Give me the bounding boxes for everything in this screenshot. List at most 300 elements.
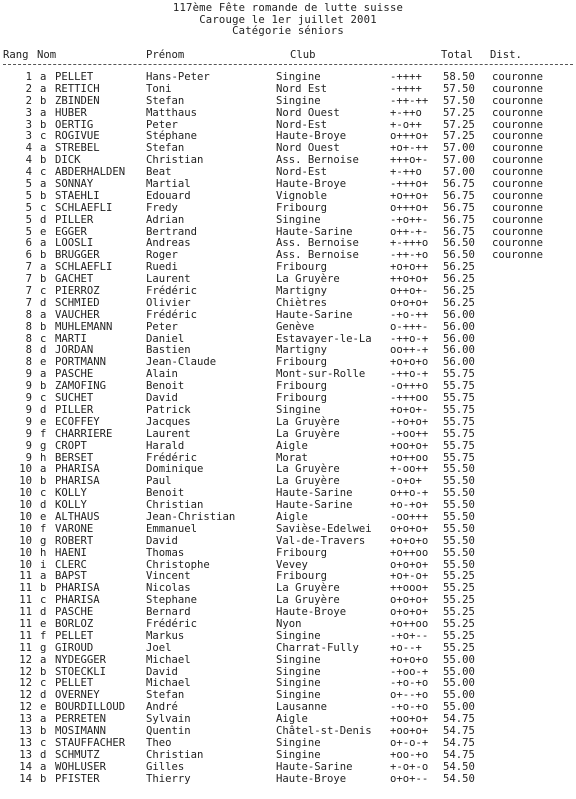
- table-row: [0, 215, 576, 227]
- cell-nom: JORDAN: [55, 344, 94, 357]
- cell-grp: e: [40, 701, 47, 714]
- cell-club: Haute-Sarine: [276, 487, 353, 500]
- cell-grp: h: [40, 451, 47, 464]
- cell-pts: -+o-+o: [390, 677, 429, 690]
- cell-rank: 10: [19, 534, 32, 547]
- cell-total: 56.75: [443, 189, 475, 202]
- cell-total: 56.75: [443, 201, 475, 214]
- cell-rank: 9: [25, 403, 32, 416]
- cell-total: 57.00: [443, 142, 475, 155]
- cell-prenom: Edouard: [146, 189, 191, 202]
- cell-nom: KOLLY: [55, 487, 87, 500]
- cell-pts: +o++oo: [390, 617, 429, 630]
- cell-rank: 5: [25, 213, 32, 226]
- cell-dist: couronne: [492, 166, 544, 179]
- cell-prenom: Stefan: [146, 94, 185, 107]
- cell-club: Fribourg: [276, 392, 328, 405]
- cell-rank: 9: [25, 392, 32, 405]
- cell-grp: b: [40, 118, 47, 131]
- cell-pts: +o+o++: [390, 261, 429, 274]
- col-dist: Dist.: [490, 49, 522, 61]
- cell-club: Martigny: [276, 285, 328, 298]
- cell-rank: 4: [25, 166, 32, 179]
- cell-rank: 12: [19, 677, 32, 690]
- cell-prenom: Frédéric: [146, 308, 198, 321]
- cell-nom: PERRETEN: [55, 713, 107, 726]
- cell-prenom: Emmanuel: [146, 522, 198, 535]
- cell-nom: PHARISA: [55, 582, 100, 595]
- cell-grp: b: [40, 273, 47, 286]
- cell-nom: RETTICH: [55, 82, 100, 95]
- cell-pts: -++o-+: [390, 332, 429, 345]
- cell-grp: c: [40, 736, 47, 749]
- cell-pts: +oo+o+: [390, 439, 429, 452]
- cell-prenom: Christophe: [146, 558, 210, 571]
- cell-rank: 3: [25, 118, 32, 131]
- cell-grp: b: [40, 475, 47, 488]
- cell-total: 57.25: [443, 118, 475, 131]
- cell-rank: 9: [25, 427, 32, 440]
- cell-total: 58.50: [443, 71, 475, 83]
- cell-dist: couronne: [492, 213, 544, 226]
- table-row: [0, 417, 576, 429]
- cell-prenom: Ruedi: [146, 261, 178, 274]
- cell-grp: c: [40, 677, 47, 690]
- cell-dist: couronne: [492, 201, 544, 214]
- cell-nom: OERTIG: [55, 118, 94, 131]
- cell-grp: c: [40, 285, 47, 298]
- cell-pts: o++o+-: [390, 285, 429, 298]
- cell-nom: HAENI: [55, 546, 87, 559]
- cell-club: Singine: [276, 653, 321, 666]
- table-row: [0, 762, 576, 774]
- cell-rank: 10: [19, 558, 32, 571]
- col-total: Total: [441, 49, 473, 61]
- cell-total: 55.00: [443, 701, 475, 714]
- cell-grp: c: [40, 201, 47, 214]
- cell-dist: couronne: [492, 178, 544, 191]
- cell-total: 55.50: [443, 534, 475, 547]
- cell-rank: 12: [19, 665, 32, 678]
- cell-club: Morat: [276, 451, 308, 464]
- cell-prenom: Bertrand: [146, 225, 198, 238]
- cell-prenom: Jean-Christian: [146, 510, 236, 523]
- cell-club: La Gruyère: [276, 415, 340, 428]
- cell-total: 55.50: [443, 510, 475, 523]
- cell-nom: PASCHE: [55, 368, 94, 381]
- cell-dist: couronne: [492, 142, 544, 155]
- col-prenom: Prénom: [146, 49, 185, 61]
- cell-rank: 7: [25, 261, 32, 274]
- table-row: [0, 191, 576, 203]
- cell-pts: -+oo++: [390, 427, 429, 440]
- cell-dist: couronne: [492, 130, 544, 143]
- cell-nom: OVERNEY: [55, 689, 100, 702]
- cell-prenom: Matthaus: [146, 106, 198, 119]
- cell-club: Val-de-Travers: [276, 534, 366, 547]
- cell-rank: 10: [19, 487, 32, 500]
- cell-dist: couronne: [492, 225, 544, 238]
- col-nom: Nom: [37, 49, 57, 61]
- cell-club: Haute-Sarine: [276, 499, 353, 512]
- cell-dist: couronne: [492, 237, 544, 250]
- cell-rank: 2: [25, 94, 32, 107]
- event-title: 117ème Fête romande de lutte suisse: [172, 2, 404, 14]
- cell-total: 57.00: [443, 154, 475, 167]
- table-row: [0, 84, 576, 96]
- cell-prenom: Frédéric: [146, 285, 198, 298]
- cell-grp: b: [40, 94, 47, 107]
- cell-rank: 5: [25, 201, 32, 214]
- cell-total: 56.25: [443, 261, 475, 274]
- cell-grp: d: [40, 606, 47, 619]
- cell-grp: c: [40, 487, 47, 500]
- cell-total: 55.00: [443, 677, 475, 690]
- cell-club: Haute-Sarine: [276, 225, 353, 238]
- cell-prenom: Theo: [146, 736, 172, 749]
- cell-rank: 12: [19, 701, 32, 714]
- cell-grp: a: [40, 570, 47, 583]
- cell-prenom: Gilles: [146, 760, 185, 773]
- cell-pts: +o+-++: [390, 142, 429, 155]
- cell-pts: o+o+o+: [390, 606, 429, 619]
- cell-club: Savièse-Edelwei: [276, 522, 372, 535]
- cell-pts: +o+o+o: [390, 653, 429, 666]
- cell-nom: PILLER: [55, 403, 94, 416]
- cell-total: 56.00: [443, 332, 475, 345]
- cell-total: 55.25: [443, 641, 475, 654]
- table-row: [0, 441, 576, 453]
- cell-pts: o-+++-: [390, 320, 429, 333]
- cell-rank: 3: [25, 130, 32, 143]
- cell-total: 55.00: [443, 653, 475, 666]
- cell-club: Haute-Broye: [276, 178, 347, 191]
- cell-grp: d: [40, 748, 47, 761]
- cell-grp: i: [40, 558, 47, 571]
- cell-dist: couronne: [492, 106, 544, 119]
- cell-grp: a: [40, 71, 47, 83]
- cell-club: La Gruyère: [276, 463, 340, 476]
- cell-rank: 10: [19, 463, 32, 476]
- cell-total: 56.00: [443, 320, 475, 333]
- cell-rank: 6: [25, 249, 32, 262]
- cell-prenom: Quentin: [146, 724, 191, 737]
- cell-pts: +-++o: [390, 106, 422, 119]
- cell-total: 55.75: [443, 368, 475, 381]
- cell-grp: b: [40, 380, 47, 393]
- cell-prenom: Daniel: [146, 332, 185, 345]
- cell-grp: a: [40, 463, 47, 476]
- cell-club: Haute-Broye: [276, 772, 347, 785]
- cell-rank: 9: [25, 439, 32, 452]
- cell-club: Mont-sur-Rolle: [276, 368, 366, 381]
- cell-grp: h: [40, 546, 47, 559]
- cell-rank: 9: [25, 415, 32, 428]
- cell-pts: o+o+--: [390, 772, 429, 785]
- cell-rank: 2: [25, 82, 32, 95]
- cell-total: 56.75: [443, 178, 475, 191]
- cell-prenom: Toni: [146, 82, 172, 95]
- cell-pts: o+-o-+: [390, 736, 429, 749]
- cell-total: 56.50: [443, 237, 475, 250]
- cell-nom: SONNAY: [55, 178, 94, 191]
- cell-pts: ++ooo+: [390, 582, 429, 595]
- cell-prenom: Michael: [146, 653, 191, 666]
- cell-prenom: Thomas: [146, 546, 185, 559]
- cell-total: 54.75: [443, 748, 475, 761]
- cell-pts: +o+-o+: [390, 570, 429, 583]
- cell-pts: +oo-+o: [390, 748, 429, 761]
- cell-nom: BRUGGER: [55, 249, 100, 262]
- cell-rank: 9: [25, 368, 32, 381]
- cell-rank: 14: [19, 772, 32, 785]
- cell-club: Singine: [276, 677, 321, 690]
- cell-nom: BOURDILLOUD: [55, 701, 126, 714]
- cell-club: Singine: [276, 71, 321, 83]
- cell-prenom: Stephane: [146, 594, 198, 607]
- table-row: [0, 655, 576, 667]
- cell-rank: 10: [19, 499, 32, 512]
- cell-pts: +oo+o+: [390, 713, 429, 726]
- cell-rank: 11: [19, 570, 32, 583]
- cell-grp: d: [40, 344, 47, 357]
- cell-grp: b: [40, 189, 47, 202]
- cell-prenom: Patrick: [146, 403, 191, 416]
- cell-total: 57.50: [443, 94, 475, 107]
- cell-prenom: Peter: [146, 320, 178, 333]
- cell-rank: 7: [25, 285, 32, 298]
- cell-grp: e: [40, 356, 47, 369]
- cell-grp: d: [40, 213, 47, 226]
- cell-pts: o+++o+: [390, 130, 429, 143]
- cell-prenom: Christian: [146, 748, 204, 761]
- cell-prenom: Jacques: [146, 415, 191, 428]
- cell-total: 56.50: [443, 249, 475, 262]
- cell-total: 57.25: [443, 130, 475, 143]
- cell-total: 56.25: [443, 296, 475, 309]
- cell-rank: 5: [25, 189, 32, 202]
- cell-club: La Gruyère: [276, 273, 340, 286]
- cell-rank: 8: [25, 356, 32, 369]
- cell-prenom: David: [146, 665, 178, 678]
- cell-club: Fribourg: [276, 570, 328, 583]
- table-row: [0, 643, 576, 655]
- cell-nom: ABDERHALDEN: [55, 166, 126, 179]
- table-row: [0, 322, 576, 334]
- cell-grp: c: [40, 166, 47, 179]
- cell-prenom: Michael: [146, 677, 191, 690]
- cell-club: Aigle: [276, 713, 308, 726]
- cell-total: 56.25: [443, 273, 475, 286]
- cell-prenom: Jean-Claude: [146, 356, 217, 369]
- cell-grp: a: [40, 106, 47, 119]
- cell-club: Singine: [276, 665, 321, 678]
- cell-grp: a: [40, 82, 47, 95]
- cell-club: Nord-Est: [276, 166, 328, 179]
- cell-nom: STAUFFACHER: [55, 736, 126, 749]
- cell-nom: STAEHLI: [55, 189, 100, 202]
- cell-prenom: Alain: [146, 368, 178, 381]
- cell-grp: f: [40, 522, 47, 535]
- cell-rank: 11: [19, 617, 32, 630]
- cell-grp: d: [40, 689, 47, 702]
- cell-pts: -+o+--: [390, 629, 429, 642]
- cell-dist: couronne: [492, 94, 544, 107]
- cell-nom: SCHMUTZ: [55, 748, 100, 761]
- cell-nom: BERSET: [55, 451, 94, 464]
- cell-prenom: Sylvain: [146, 713, 191, 726]
- cell-rank: 12: [19, 653, 32, 666]
- cell-club: Nord Ouest: [276, 142, 340, 155]
- cell-total: 57.50: [443, 82, 475, 95]
- cell-pts: +o++oo: [390, 451, 429, 464]
- cell-rank: 7: [25, 273, 32, 286]
- cell-prenom: David: [146, 392, 178, 405]
- cell-rank: 10: [19, 475, 32, 488]
- table-row: [0, 738, 576, 750]
- cell-nom: PFISTER: [55, 772, 100, 785]
- cell-nom: VAUCHER: [55, 308, 100, 321]
- cell-grp: b: [40, 724, 47, 737]
- cell-club: Genève: [276, 320, 315, 333]
- cell-nom: SCHLAEFLI: [55, 261, 113, 274]
- cell-rank: 10: [19, 546, 32, 559]
- cell-pts: o+++o+: [390, 201, 429, 214]
- cell-grp: g: [40, 641, 47, 654]
- cell-nom: ROGIVUE: [55, 130, 100, 143]
- cell-nom: CLERC: [55, 558, 87, 571]
- cell-club: La Gruyère: [276, 427, 340, 440]
- cell-rank: 14: [19, 760, 32, 773]
- cell-club: Haute-Broye: [276, 130, 347, 143]
- cell-prenom: Paul: [146, 475, 172, 488]
- cell-club: Fribourg: [276, 380, 328, 393]
- cell-pts: -+o-++: [390, 308, 429, 321]
- cell-rank: 1: [25, 71, 32, 83]
- cell-total: 55.50: [443, 558, 475, 571]
- cell-club: Lausanne: [276, 701, 328, 714]
- cell-prenom: Joel: [146, 641, 172, 654]
- cell-club: Ass. Bernoise: [276, 249, 359, 262]
- cell-dist: couronne: [492, 82, 544, 95]
- cell-pts: +o+o+o: [390, 534, 429, 547]
- cell-rank: 11: [19, 582, 32, 595]
- cell-nom: BORLOZ: [55, 617, 94, 630]
- cell-nom: HUBER: [55, 106, 87, 119]
- cell-prenom: Nicolas: [146, 582, 191, 595]
- cell-grp: a: [40, 713, 47, 726]
- cell-nom: ECOFFEY: [55, 415, 100, 428]
- cell-prenom: Christian: [146, 499, 204, 512]
- cell-rank: 11: [19, 641, 32, 654]
- cell-prenom: Roger: [146, 249, 178, 262]
- document-header: [0, 0, 576, 38]
- cell-prenom: Benoit: [146, 380, 185, 393]
- table-row: [0, 774, 576, 786]
- cell-rank: 13: [19, 724, 32, 737]
- cell-rank: 9: [25, 451, 32, 464]
- cell-pts: +o+o+o: [390, 356, 429, 369]
- cell-club: Ass. Bernoise: [276, 154, 359, 167]
- cell-prenom: Frédéric: [146, 451, 198, 464]
- cell-pts: -oo+++: [390, 510, 429, 523]
- cell-pts: -++++: [390, 82, 422, 95]
- cell-total: 54.75: [443, 713, 475, 726]
- cell-pts: +oo+o+: [390, 724, 429, 737]
- cell-club: Fribourg: [276, 546, 328, 559]
- table-row: [0, 631, 576, 643]
- cell-club: Chiètres: [276, 296, 328, 309]
- cell-club: Haute-Broye: [276, 606, 347, 619]
- event-date-location: Carouge le 1er juillet 2001: [199, 13, 377, 26]
- cell-pts: -+o++-: [390, 213, 429, 226]
- cell-prenom: Bernard: [146, 606, 191, 619]
- cell-club: La Gruyère: [276, 582, 340, 595]
- table-row: [0, 108, 576, 120]
- table-row: [0, 203, 576, 215]
- cell-rank: 13: [19, 736, 32, 749]
- cell-total: 55.25: [443, 617, 475, 630]
- table-row: [0, 750, 576, 762]
- cell-club: Nord Est: [276, 82, 328, 95]
- cell-total: 54.50: [443, 772, 475, 785]
- cell-total: 55.75: [443, 392, 475, 405]
- cell-total: 55.25: [443, 594, 475, 607]
- cell-prenom: Andreas: [146, 237, 191, 250]
- cell-nom: KOLLY: [55, 499, 87, 512]
- cell-club: Ass. Bernoise: [276, 237, 359, 250]
- cell-nom: PASCHE: [55, 606, 94, 619]
- cell-pts: o++o-+: [390, 487, 429, 500]
- cell-club: Nord-Est: [276, 118, 328, 131]
- cell-total: 55.75: [443, 439, 475, 452]
- results-table: [0, 72, 576, 785]
- cell-total: 55.50: [443, 487, 475, 500]
- cell-nom: MUHLEMANN: [55, 320, 113, 333]
- cell-pts: +o++o+: [390, 189, 429, 202]
- cell-grp: a: [40, 760, 47, 773]
- cell-nom: WOHLUSER: [55, 760, 107, 773]
- cell-prenom: Adrian: [146, 213, 185, 226]
- cell-nom: SUCHET: [55, 392, 94, 405]
- cell-total: 55.50: [443, 546, 475, 559]
- cell-rank: 7: [25, 296, 32, 309]
- cell-pts: +-o++: [390, 118, 422, 131]
- cell-nom: PELLET: [55, 71, 94, 83]
- cell-dist: couronne: [492, 71, 544, 83]
- cell-grp: b: [40, 665, 47, 678]
- cell-total: 55.75: [443, 380, 475, 393]
- cell-rank: 10: [19, 522, 32, 535]
- cell-total: 56.75: [443, 213, 475, 226]
- cell-nom: BAPST: [55, 570, 87, 583]
- cell-prenom: Vincent: [146, 570, 191, 583]
- cell-pts: +o++oo: [390, 546, 429, 559]
- cell-grp: c: [40, 594, 47, 607]
- cell-prenom: Stefan: [146, 142, 185, 155]
- cell-nom: MOSIMANN: [55, 724, 107, 737]
- cell-rank: 8: [25, 332, 32, 345]
- cell-pts: -++-++: [390, 94, 429, 107]
- cell-rank: 4: [25, 154, 32, 167]
- cell-prenom: André: [146, 701, 178, 714]
- cell-club: Singine: [276, 213, 321, 226]
- cell-club: Singine: [276, 736, 321, 749]
- cell-total: 54.75: [443, 724, 475, 737]
- cell-total: 55.50: [443, 463, 475, 476]
- cell-grp: d: [40, 296, 47, 309]
- cell-pts: -+++oo: [390, 392, 429, 405]
